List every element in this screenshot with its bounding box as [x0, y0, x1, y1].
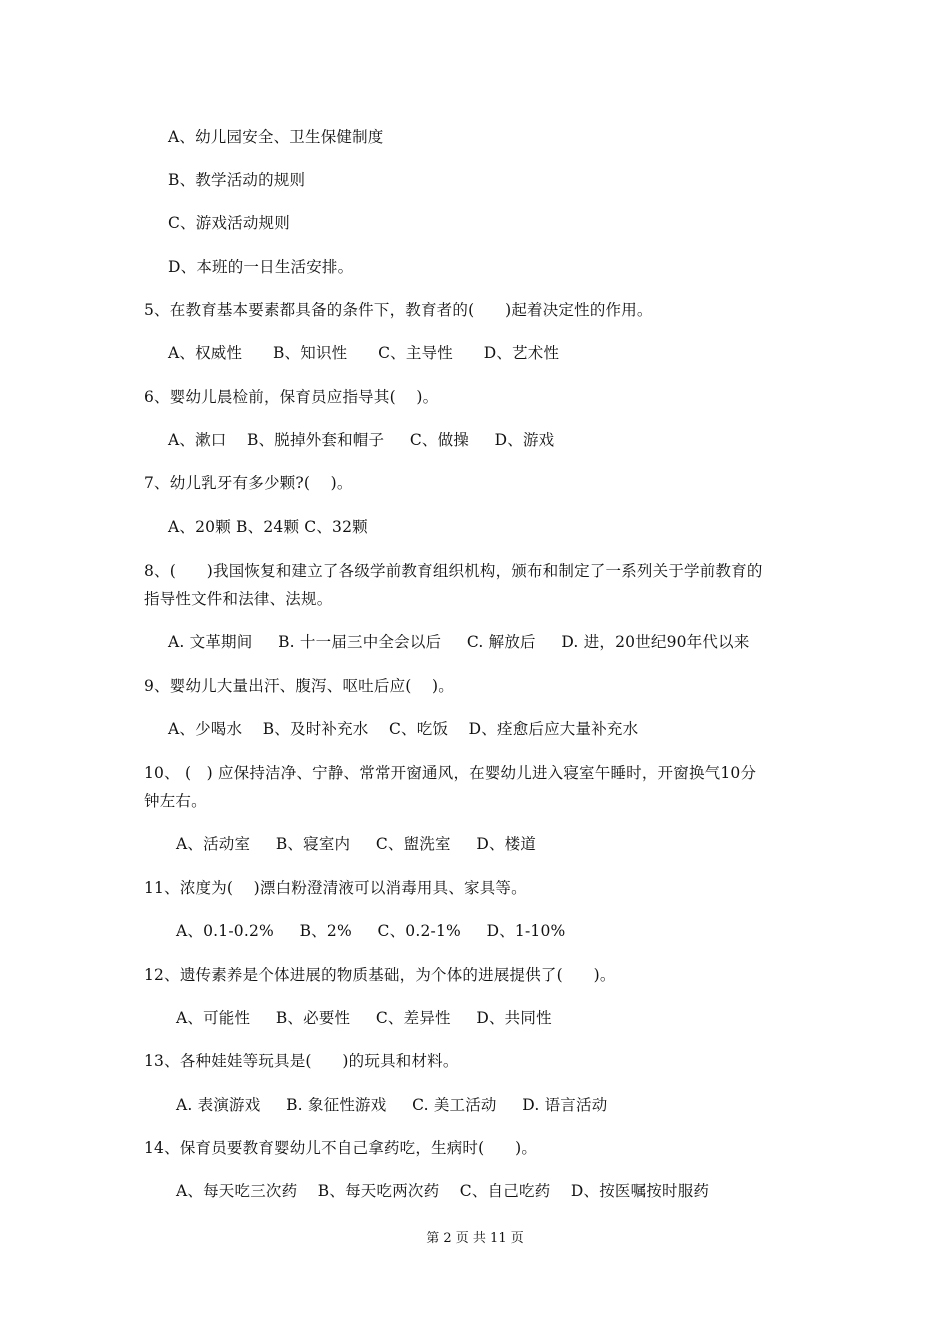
question-text: 13、各种娃娃等玩具是( )的玩具和材料。 — [144, 1052, 459, 1070]
question-text: 10、 ( ) 应保持洁净、宁静、常常开窗通风，在婴幼儿进入寝室午睡时，开窗换气10分 — [144, 764, 757, 782]
answer-options: D、本班的一日生活安排。 — [168, 258, 354, 276]
answer-options: A、少喝水 B、及时补充水 C、吃饭 D、痊愈后应大量补充水 — [168, 720, 639, 738]
answer-options: A、幼儿园安全、卫生保健制度 — [168, 128, 384, 146]
question-text: 9、婴幼儿大量出汗、腹泻、呕吐后应( )。 — [144, 677, 454, 695]
answer-options: B、教学活动的规则 — [168, 171, 306, 189]
question-text: 指导性文件和法律、法规。 — [144, 590, 333, 608]
answer-options: A、20颗 B、24颗 C、32颗 — [168, 518, 368, 536]
page-footer: 第 2 页 共 11 页 — [426, 1231, 524, 1246]
answer-options: A、0.1-0.2% B、2% C、0.2-1% D、1-10% — [176, 922, 566, 940]
answer-options: A、每天吃三次药 B、每天吃两次药 C、自己吃药 D、按医嘱按时服药 — [176, 1182, 710, 1200]
answer-options: C、游戏活动规则 — [168, 214, 290, 232]
question-text: 7、幼儿乳牙有多少颗?( )。 — [144, 474, 353, 492]
answer-options: A、可能性 B、必要性 C、差异性 D、共同性 — [176, 1009, 552, 1027]
question-text: 14、保育员要教育婴幼儿不自己拿药吃，生病时( )。 — [144, 1139, 538, 1157]
answer-options: A、漱口 B、脱掉外套和帽子 C、做操 D、游戏 — [168, 431, 555, 449]
question-text: 12、遗传素养是个体进展的物质基础，为个体的进展提供了( )。 — [144, 966, 616, 984]
question-text: 5、在教育基本要素都具备的条件下，教育者的( )起着决定性的作用。 — [144, 301, 653, 319]
question-text: 8、( )我国恢复和建立了各级学前教育组织机构，颁布和制定了一系列关于学前教育的 — [144, 562, 763, 580]
answer-options: A、权威性 B、知识性 C、主导性 D、艺术性 — [168, 344, 560, 362]
question-text: 11、浓度为( )漂白粉澄清液可以消毒用具、家具等。 — [144, 879, 527, 897]
question-text: 6、婴幼儿晨检前，保育员应指导其( )。 — [144, 388, 439, 406]
answer-options: A. 表演游戏 B. 象征性游戏 C. 美工活动 D. 语言活动 — [176, 1096, 608, 1114]
question-text: 钟左右。 — [144, 792, 207, 810]
answer-options: A. 文革期间 B. 十一届三中全会以后 C. 解放后 D. 进，20世纪90年代以来 — [168, 633, 750, 651]
answer-options: A、活动室 B、寝室内 C、盥洗室 D、楼道 — [176, 835, 537, 853]
